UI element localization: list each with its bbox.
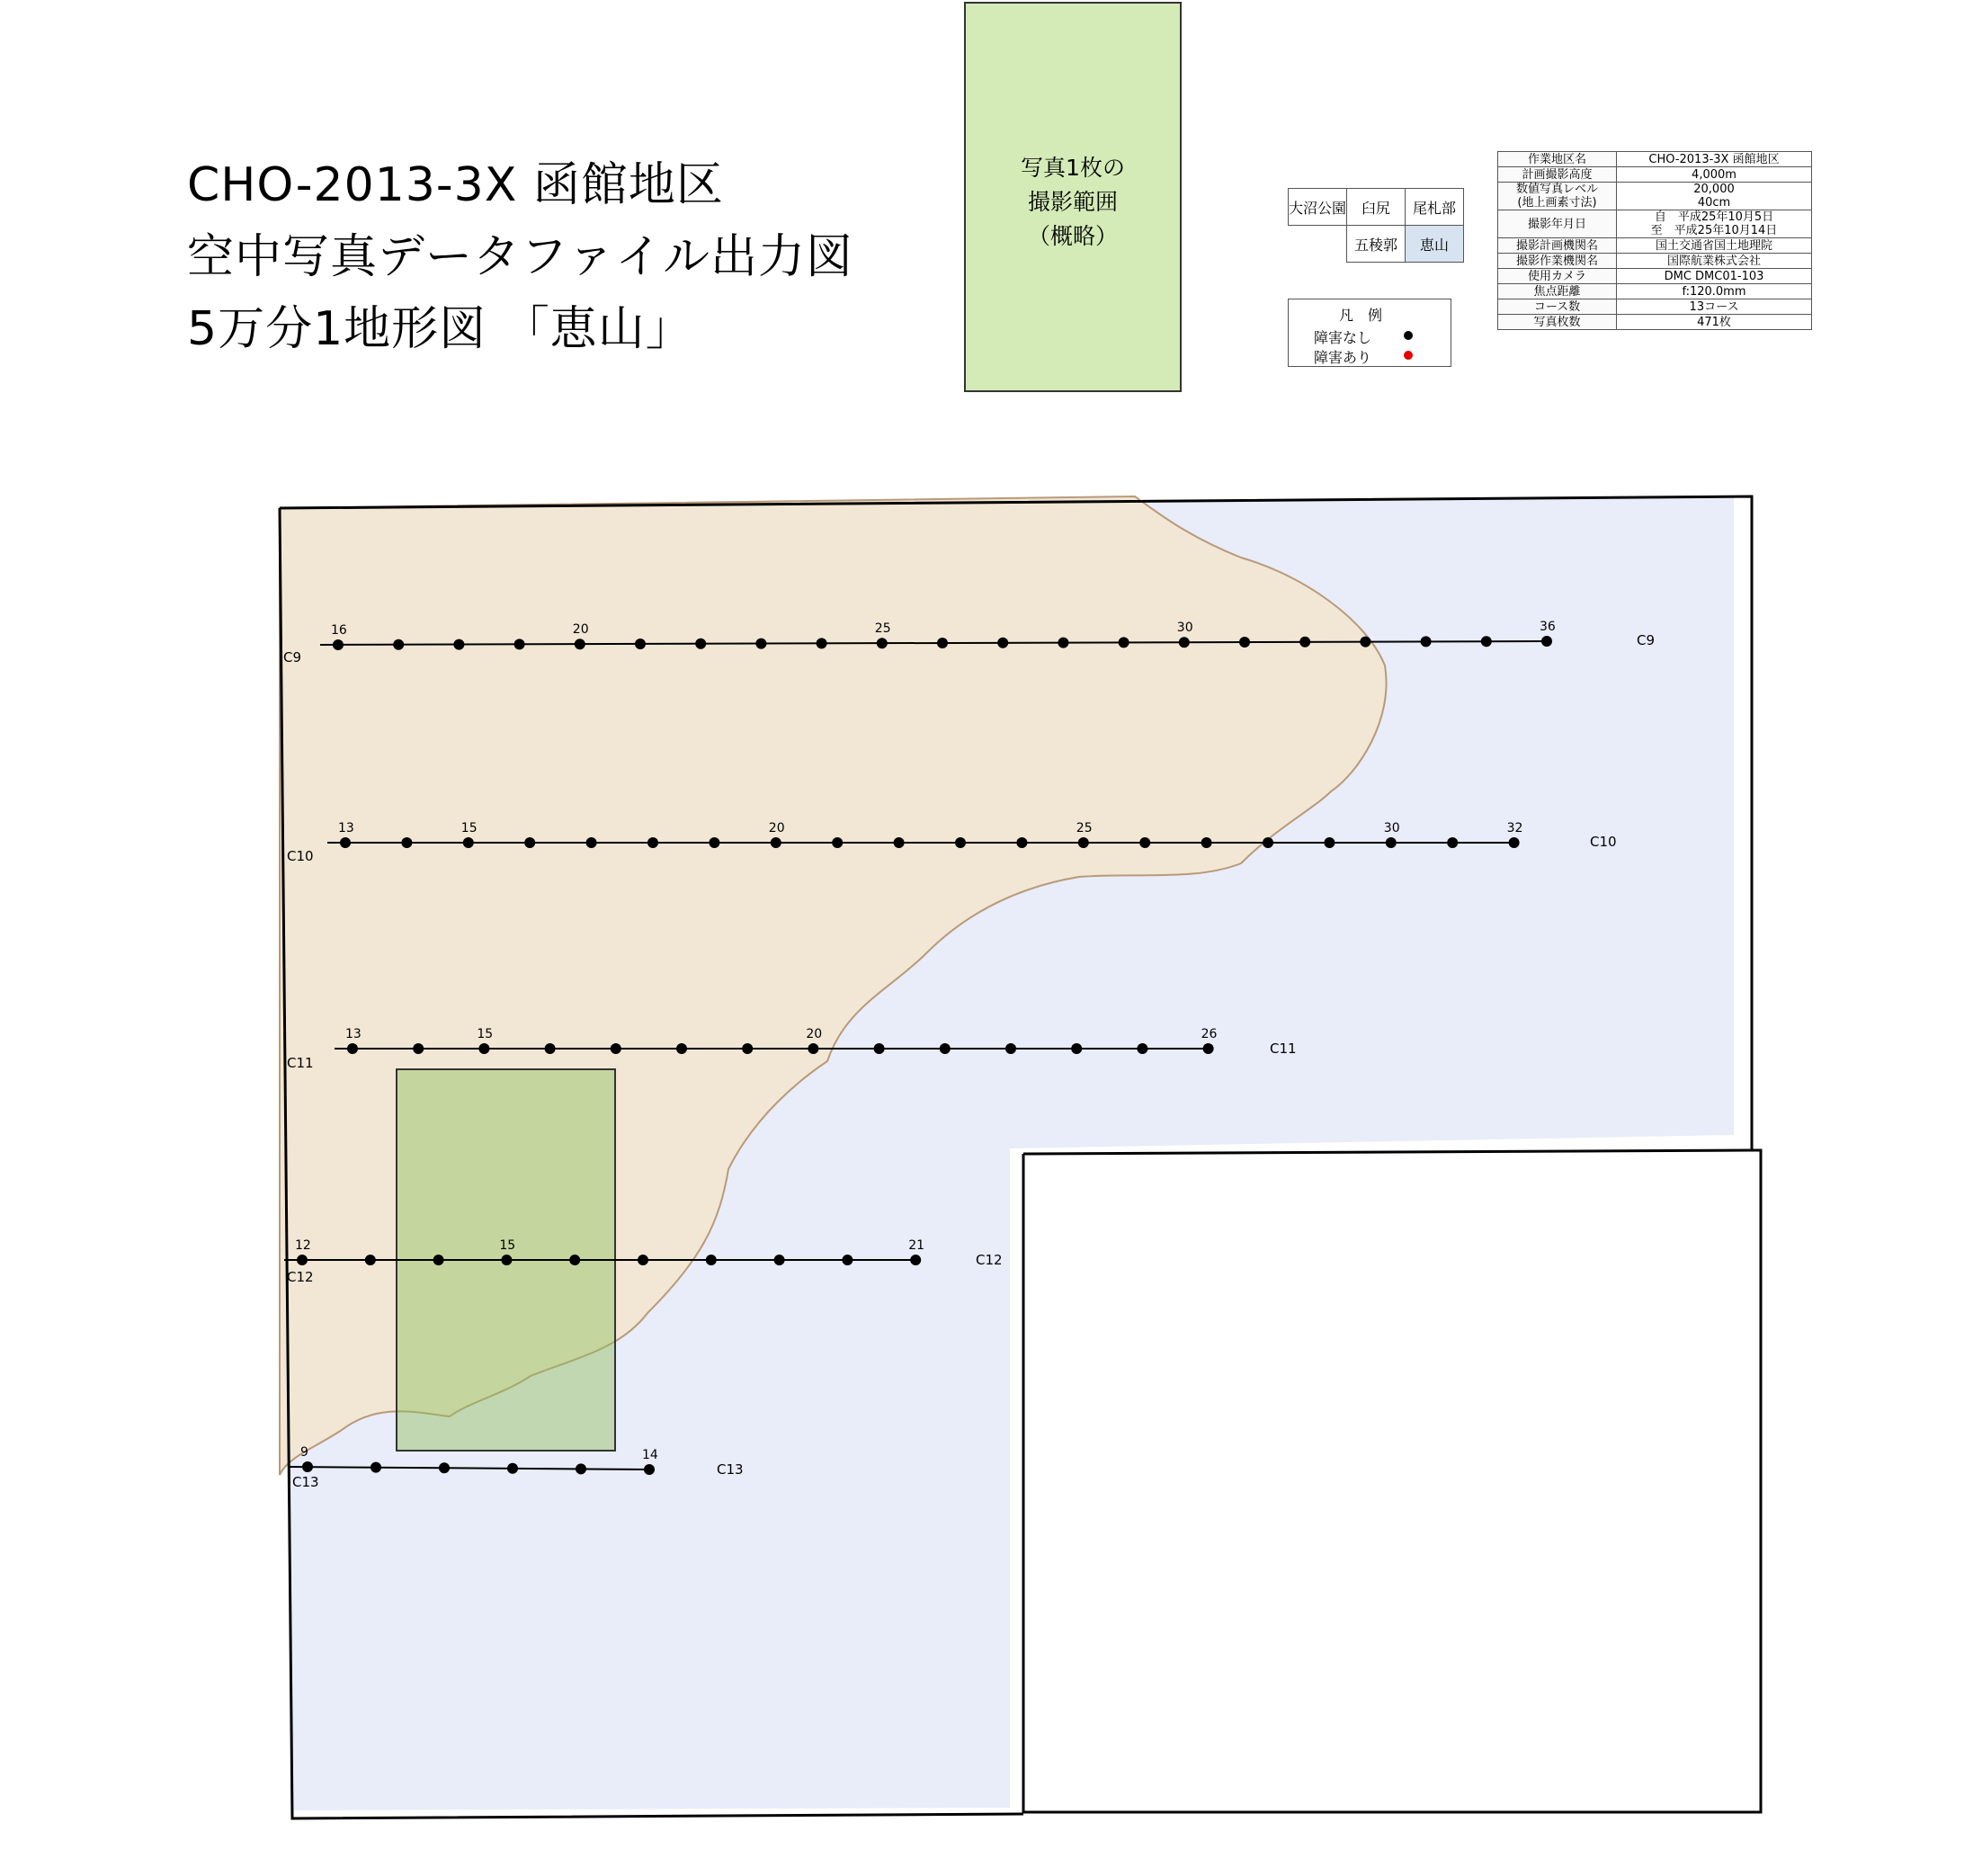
- photo-number-label: 20: [768, 821, 785, 835]
- photo-point: [937, 638, 948, 648]
- photo-point: [910, 1255, 921, 1265]
- info-value: 国土交通省国土地理院: [1617, 238, 1812, 254]
- photo-point: [842, 1255, 853, 1265]
- info-key: 撮影年月日: [1498, 210, 1617, 238]
- photo-point: [771, 837, 781, 848]
- info-value: CHO-2013-3X 函館地区: [1617, 152, 1812, 167]
- course-name-label: C10: [1590, 834, 1617, 850]
- photo-point: [894, 837, 905, 848]
- photo-number-label: 25: [874, 621, 891, 637]
- photo-number-label: 14: [642, 1448, 658, 1462]
- photo-point: [676, 1043, 687, 1054]
- info-value: 20,000 40cm: [1617, 183, 1812, 210]
- photo-point: [940, 1043, 951, 1054]
- course-name-label: C9: [1637, 632, 1656, 648]
- index-sheet: 五稜郭: [1347, 226, 1406, 263]
- title-line-3: 5万分1地形図 「恵山」: [187, 302, 693, 356]
- course-name-label: C9: [283, 649, 302, 666]
- photo-point: [1016, 837, 1027, 848]
- photo-point: [347, 1043, 358, 1054]
- photo-number-label: 30: [1383, 821, 1400, 835]
- course-name-label: C11: [1270, 1041, 1297, 1057]
- photo-point: [1541, 636, 1552, 647]
- course-name-label: C12: [976, 1252, 1003, 1268]
- photo-point: [706, 1255, 717, 1265]
- legend-ng-label: 障害あり: [1314, 349, 1372, 366]
- legend-ok-label: 障害なし: [1314, 329, 1372, 346]
- photo-number-label: 30: [1176, 621, 1193, 636]
- photo-point: [413, 1043, 424, 1054]
- info-key: 計画撮影高度: [1498, 167, 1617, 183]
- photo-point: [524, 837, 535, 848]
- info-value: 自 平成25年10月5日 至 平成25年10月14日: [1617, 210, 1812, 238]
- info-value: 471枚: [1617, 315, 1812, 330]
- info-key: 焦点距離: [1498, 284, 1617, 299]
- photo-point: [808, 1043, 818, 1054]
- legend-title: 凡 例: [1339, 307, 1383, 324]
- photo-point: [507, 1463, 518, 1474]
- photo-point: [1058, 638, 1068, 648]
- info-key: 撮影計画機関名: [1498, 238, 1617, 254]
- photo-point: [647, 837, 658, 848]
- photo-extent-line-2: 撮影範囲: [1027, 189, 1118, 215]
- photo-point: [371, 1462, 381, 1473]
- photo-point: [401, 837, 412, 848]
- photo-point: [755, 639, 766, 649]
- info-value: 13コース: [1617, 299, 1812, 315]
- photo-point: [877, 638, 888, 648]
- photo-point: [742, 1043, 753, 1054]
- photo-point: [1360, 637, 1370, 648]
- sheet-frame: [1023, 1150, 1752, 1154]
- photo-point: [1239, 637, 1250, 648]
- photo-extent-line-3: （概略）: [1027, 223, 1118, 249]
- photo-number-label: 16: [331, 623, 347, 638]
- photo-point: [463, 837, 474, 848]
- photo-number-label: 15: [460, 821, 478, 835]
- course-name-label: C12: [287, 1269, 314, 1285]
- photo-point: [302, 1461, 313, 1472]
- index-sheet: 尾札部: [1406, 189, 1464, 226]
- info-key: 作業地区名: [1498, 152, 1617, 167]
- photo-point: [576, 1463, 586, 1474]
- photo-number-label: 12: [295, 1238, 311, 1253]
- photo-point: [1447, 837, 1458, 848]
- photo-point: [439, 1462, 450, 1473]
- photo-number-label: 20: [572, 622, 589, 638]
- photo-number-label: 15: [499, 1238, 516, 1253]
- photo-number-label: 15: [477, 1027, 494, 1041]
- photo-point: [638, 1255, 648, 1265]
- photo-extent-line-1: 写真1枚の: [1021, 155, 1125, 181]
- photo-point: [1421, 636, 1432, 647]
- photo-point: [997, 638, 1008, 648]
- info-key: 写真枚数: [1498, 315, 1617, 330]
- photo-point: [774, 1255, 785, 1265]
- index-sheet: 臼尻: [1347, 189, 1406, 226]
- photo-point: [817, 638, 827, 648]
- photo-point: [874, 1043, 885, 1054]
- photo-point: [832, 837, 843, 848]
- course-name-label: C13: [292, 1474, 319, 1490]
- photo-point: [545, 1043, 556, 1054]
- photo-point: [1137, 1043, 1147, 1054]
- photo-point: [1179, 637, 1190, 648]
- photo-point: [1005, 1043, 1016, 1054]
- photo-point: [333, 639, 344, 650]
- photo-point: [433, 1255, 444, 1265]
- photo-point: [514, 639, 525, 649]
- photo-number-label: 20: [806, 1027, 823, 1041]
- photo-point: [501, 1255, 512, 1265]
- photo-point: [955, 837, 966, 848]
- photo-point: [1509, 837, 1520, 848]
- photo-point: [695, 639, 706, 649]
- index-sheet: 大沼公園: [1289, 189, 1347, 226]
- photo-point: [586, 837, 597, 848]
- photo-number-label: 21: [908, 1238, 925, 1253]
- photo-point: [611, 1043, 621, 1054]
- photo-point: [1139, 837, 1150, 848]
- info-key: 数値写真レベル (地上画素寸法): [1498, 183, 1617, 210]
- photo-point: [1299, 637, 1310, 648]
- info-value: f:120.0mm: [1617, 284, 1812, 299]
- photo-point: [1481, 636, 1492, 647]
- photo-number-label: 26: [1201, 1027, 1218, 1041]
- photo-point: [1203, 1043, 1214, 1054]
- photo-number-label: 25: [1076, 821, 1093, 835]
- photo-point: [393, 639, 404, 650]
- title-line-2: 空中写真データファイル出力図: [187, 230, 853, 284]
- photo-number-label: 13: [345, 1027, 362, 1041]
- info-value: 4,000m: [1617, 167, 1812, 183]
- photo-number-label: 36: [1540, 620, 1556, 634]
- photo-point: [1119, 637, 1129, 648]
- title-line-1: CHO-2013-3X 函館地区: [187, 158, 724, 212]
- photo-point: [478, 1043, 489, 1054]
- photo-point: [1386, 837, 1397, 848]
- photo-point: [1071, 1043, 1082, 1054]
- photo-point: [453, 639, 464, 650]
- photo-point: [1324, 837, 1335, 848]
- info-key: コース数: [1498, 299, 1617, 315]
- photo-point: [297, 1255, 308, 1265]
- info-key: 使用カメラ: [1498, 269, 1617, 284]
- photo-point: [635, 639, 646, 649]
- info-value: DMC DMC01-103: [1617, 269, 1812, 284]
- info-value: 国際航業株式会社: [1617, 254, 1812, 269]
- index-sheet-current: 恵山: [1406, 226, 1464, 263]
- photo-number-label: 13: [338, 821, 354, 835]
- course-name-label: C10: [287, 848, 314, 864]
- photo-point: [340, 837, 351, 848]
- photo-point: [1263, 837, 1273, 848]
- photo-point: [644, 1464, 655, 1475]
- photo-point: [365, 1255, 376, 1265]
- photo-number-label: 9: [300, 1445, 308, 1460]
- photo-point: [575, 639, 585, 649]
- course-name-label: C11: [287, 1055, 314, 1071]
- photo-number-label: 32: [1506, 821, 1523, 835]
- course-name-label: C13: [717, 1461, 744, 1478]
- photo-point: [709, 837, 719, 848]
- photo-point: [569, 1255, 580, 1265]
- photo-point: [1201, 837, 1212, 848]
- info-key: 撮影作業機関名: [1498, 254, 1617, 269]
- photo-point: [1078, 837, 1089, 848]
